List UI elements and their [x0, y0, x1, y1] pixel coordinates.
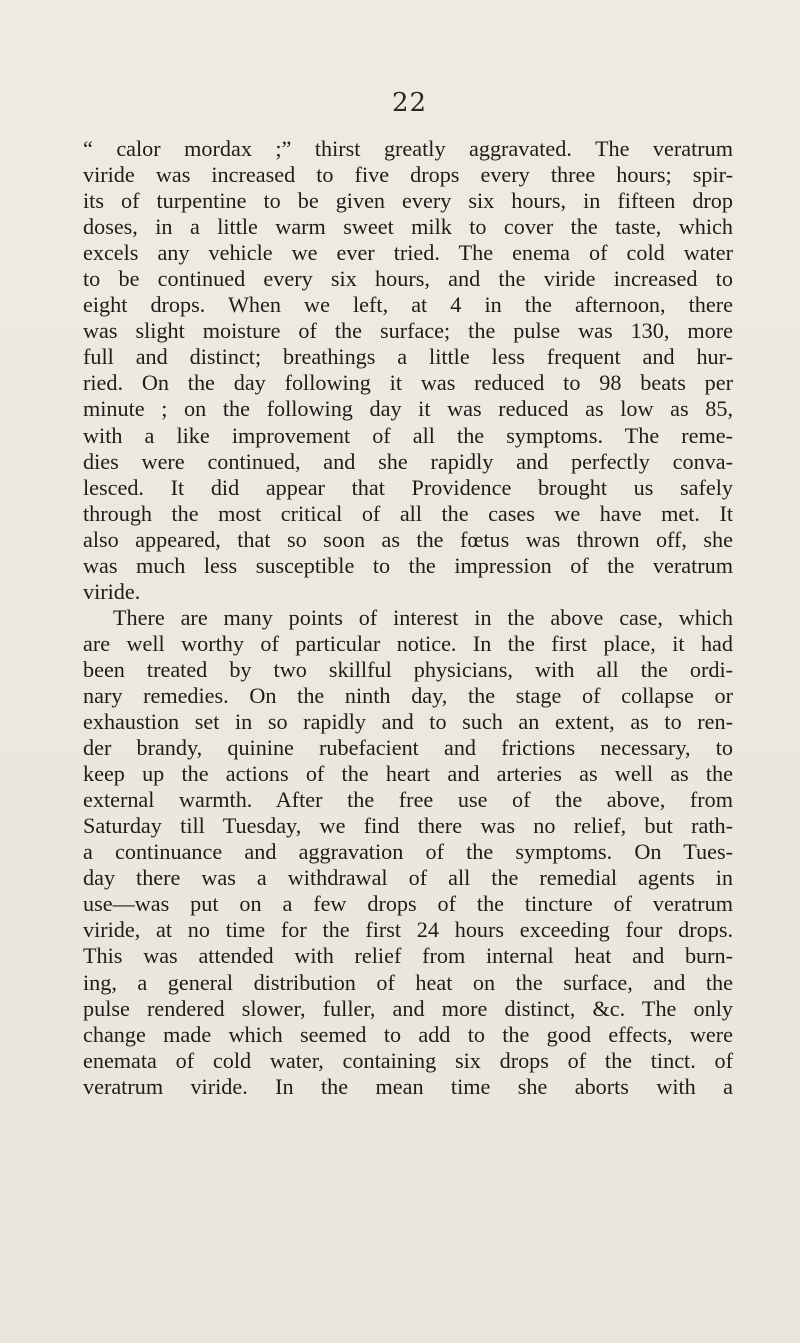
text-line: through the most critical of all the cases we have met. It — [83, 500, 733, 526]
text-line: ried. On the day following it was reduced to 98 beats per — [83, 370, 733, 396]
body-text — [83, 136, 733, 1100]
text-line: pulse rendered slower, fuller, and more distinct, &c. The only — [83, 995, 733, 1021]
paragraph — [83, 605, 733, 1100]
text-line: exhaustion set in so rapidly and to such an extent, as to ren- — [83, 709, 733, 735]
text-line: day there was a withdrawal of all the remedial agents in — [83, 865, 733, 891]
text-line: minute ; on the following day it was reduced as low as 85, — [83, 396, 733, 422]
text-line: was much less susceptible to the impression of the veratrum — [83, 552, 733, 578]
text-line: lesced. It did appear that Providence brought us safely — [83, 474, 733, 500]
text-line: “ calor mordax ;” thirst greatly aggravated. The veratrum — [83, 136, 733, 161]
text-line: been treated by two skillful physicians, with all the ordi- — [83, 656, 733, 682]
text-line: doses, in a little warm sweet milk to cover the taste, which — [83, 214, 733, 240]
text-line: a continuance and aggravation of the symptoms. On Tues- — [83, 839, 733, 865]
text-line: change made which seemed to add to the good effects, were — [83, 1021, 733, 1047]
text-line: full and distinct; breathings a little less frequent and hur- — [83, 344, 733, 370]
text-line: its of turpentine to be given every six hours, in fifteen drop — [83, 188, 733, 214]
text-line: Saturday till Tuesday, we find there was no relief, but rath- — [83, 813, 733, 839]
text-line: dies were continued, and she rapidly and perfectly conva- — [83, 448, 733, 474]
text-line: veratrum viride. In the mean time she aborts with a — [83, 1073, 733, 1099]
text-line: excels any vehicle we ever tried. The enema of cold water — [83, 240, 733, 266]
text-line: viride, at no time for the first 24 hours exceeding four drops. — [83, 917, 733, 943]
text-line: nary remedies. On the ninth day, the stage of collapse or — [83, 682, 733, 708]
text-line: are well worthy of particular notice. In the first place, it had — [83, 630, 733, 656]
text-line: was slight moisture of the surface; the pulse was 130, more — [83, 318, 733, 344]
text-line: use—was put on a few drops of the tincture of veratrum — [83, 891, 733, 917]
text-line: der brandy, quinine rubefacient and frictions necessary, to — [83, 735, 733, 761]
text-line: viride. — [83, 578, 141, 604]
text-line: There are many points of interest in the above case, which — [113, 604, 733, 630]
text-line: This was attended with relief from internal heat and burn- — [83, 943, 733, 969]
paragraph — [83, 136, 733, 605]
page-number: 22 — [392, 88, 428, 118]
text-line: to be continued every six hours, and the viride increased to — [83, 266, 733, 292]
text-line: ing, a general distribution of heat on the surface, and the — [83, 969, 733, 995]
text-line: enemata of cold water, containing six drops of the tinct. of — [83, 1047, 733, 1073]
text-line: viride was increased to five drops every three hours; spir- — [83, 162, 733, 188]
text-line: with a like improvement of all the symptoms. The reme- — [83, 422, 733, 448]
text-line: keep up the actions of the heart and arteries as well as the — [83, 761, 733, 787]
text-line: eight drops. When we left, at 4 in the afternoon, there — [83, 292, 733, 318]
text-line: external warmth. After the free use of the above, from — [83, 787, 733, 813]
text-line: also appeared, that so soon as the fœtus was thrown off, she — [83, 526, 733, 552]
